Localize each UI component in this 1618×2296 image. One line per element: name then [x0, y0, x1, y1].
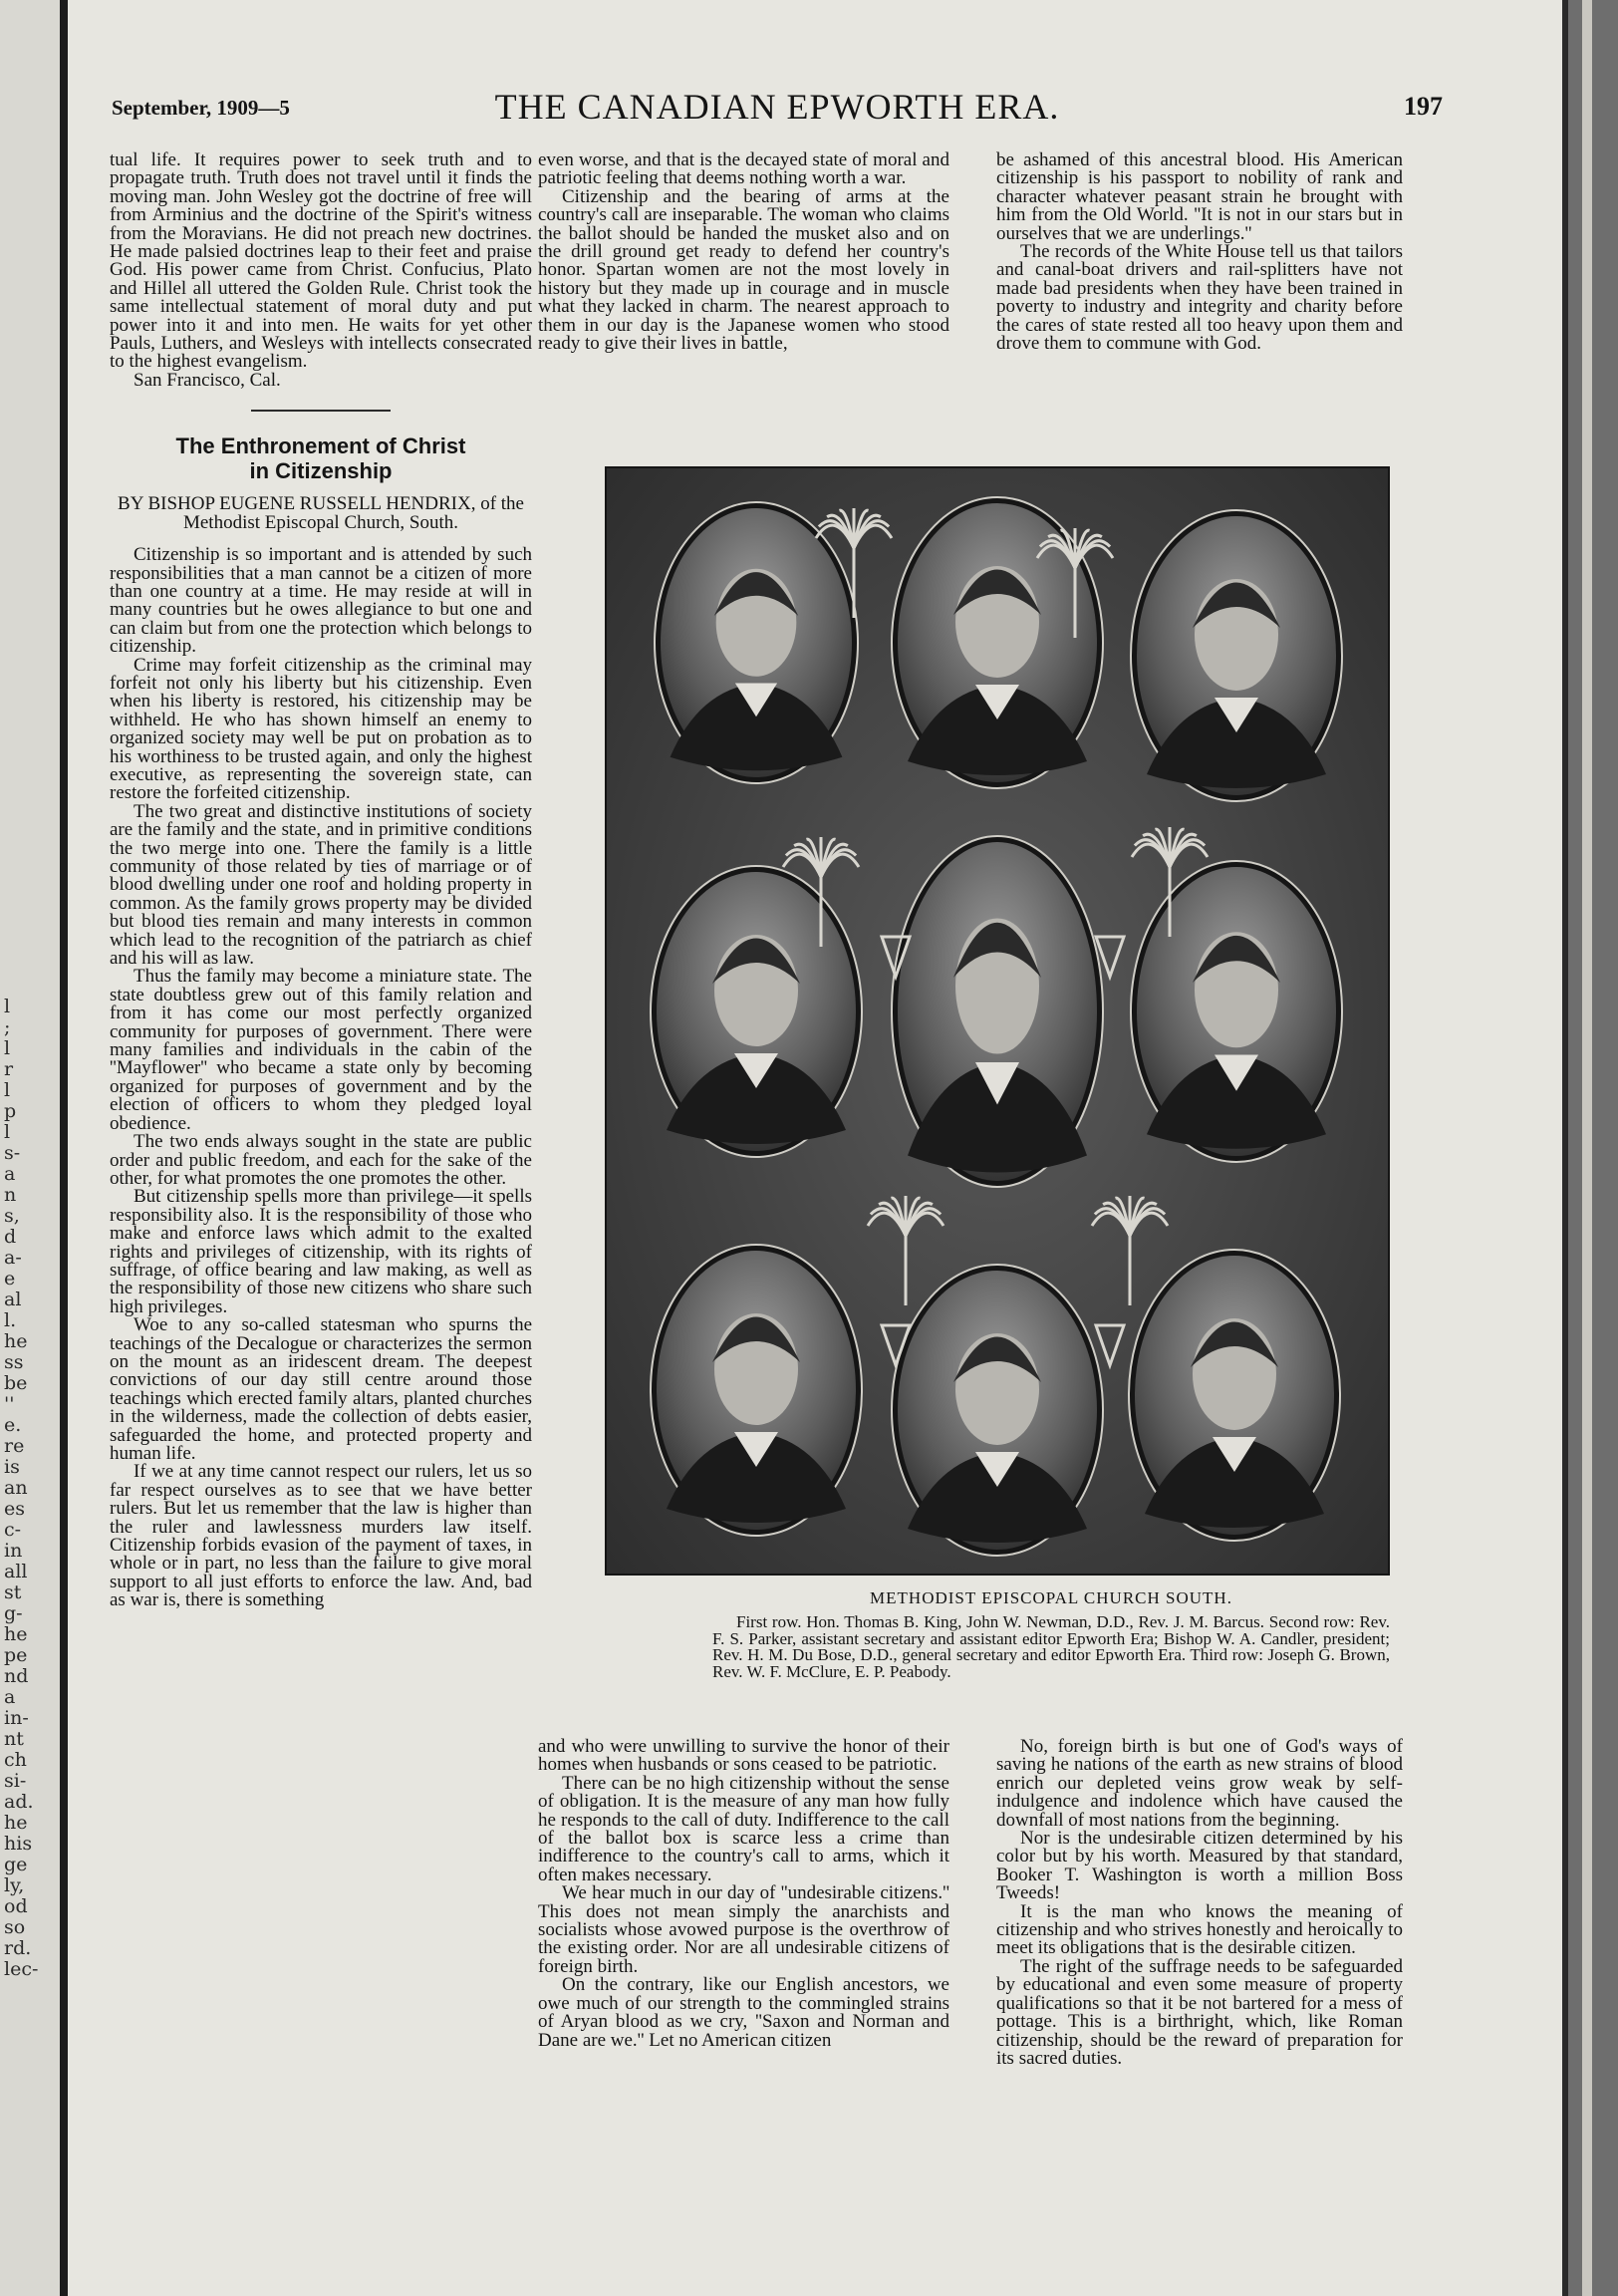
- column-5: [996, 1738, 1403, 2068]
- plate-caption: [712, 1590, 1390, 1680]
- col5-paragraph: It is the man who knows the meaning of citizenship and who strives honestly and heroically to meet its obligations that is the desirable citizen.: [996, 1900, 1403, 1959]
- place-line: San Francisco, Cal.: [134, 369, 281, 391]
- col4-paragraph: There can be no high citizenship without the sense of obligation. It is the measure of any man how fully he responds to the call of duty. Indifference to the call of the ballot box is scarce less a crime than indifference to the country's call to arms, which it often makes necessary.: [538, 1772, 949, 1885]
- article-title-line: in Citizenship: [249, 458, 393, 484]
- col4-paragraph: and who were unwilling to survive the honor of their homes when husbands or sons ceased to be patriotic.: [538, 1736, 949, 1776]
- article-paragraph: Citizenship is so important and is attended by such responsibilities that a man cannot be a citizen of more than one country at a time. He may reside at will in many countries but he owes allegiance to but one and can claim but from one the protection which belongs to citizenship.: [110, 544, 532, 658]
- book-edge: [1562, 0, 1618, 2296]
- header-date: September, 1909—5: [112, 96, 290, 120]
- article-title-line: The Enthronement of Christ: [175, 433, 466, 459]
- article-byline: BY BISHOP EUGENE RUSSELL HENDRIX, of the Methodist Episcopal Church, South.: [118, 493, 524, 533]
- column-4: [538, 1738, 949, 2050]
- col5-paragraph: The right of the suffrage needs to be safeguarded by educational and even some measure of property qualifications so that it be not bartered for a mess of pottage. This is a birthright, which, like Roman citizenship, should be the reward of preparation for its sacred duties.: [996, 1955, 1403, 2069]
- article-paragraph: The two great and distinctive institutions of society are the family and the state, and in primitive conditions the two merge into one. There the family is a little community of those related by ties of marriage or of blood dwelling under one roof and holding property in common. As the family grows property may be divided but blood ties remain and many interests in common which lead to the recognition of the patriarch as chief and his will as law.: [110, 800, 532, 970]
- col2-paragraph: even worse, and that is the decayed state of moral and patriotic feeling that deems nothing worth a war.: [538, 149, 949, 189]
- margin-fragments: l ; l r l p l s- a n s, d a- e al l. he ss be '' e. re is an es c- in all st g- he pe nd a in- nt ch si- ad. he his ge ly, od so rd. lec-: [4, 996, 39, 1980]
- page-number: 197: [1404, 92, 1443, 121]
- caption-body: First row. Hon. Thomas B. King, John W. Newman, D.D., Rev. J. M. Barcus. Second row: Rev. F. S. Parker, assistant secretary and assistant editor Epworth Era; Bishop W. A. Candler, president; Rev. H. M. Du Bose, D.D., general secretary and editor Epworth Era. Third row: Joseph G. Brown, Rev. W. F. McClure, E. P. Peabody.: [712, 1612, 1390, 1681]
- col4-paragraph: We hear much in our day of ''undesirable citizens.'' This does not mean simply the anarchists and socialists whose avowed purpose is the overthrow of the existing order. Nor are all undesirable citizens of foreign birth.: [538, 1882, 949, 1977]
- col5-paragraph: No, foreign birth is but one of God's ways of saving he nations of the earth as new strains of blood enrich our depleted veins grow weak by self-indulgence and indolence which have caused the downfall of most nations from the beginning.: [996, 1736, 1403, 1831]
- article-title: [110, 433, 532, 483]
- col3-paragraph: be ashamed of this ancestral blood. His American citizenship is his passport to nobility of rank and character whatever peasant strain he brought with him from the Old World. ''It is not in our stars but in ourselves that we are underlings.'': [996, 149, 1403, 244]
- article-paragraph: But citizenship spells more than privilege—it spells responsibility also. It is the responsibility of those who make and enforce laws which admit to the exalted rights and privileges of citizenship, with its rights of suffrage, of office bearing and law making, as well as the responsibility of those new citizens who share such high privileges.: [110, 1186, 532, 1317]
- article-paragraph: The two ends always sought in the state are public order and public freedom, and each for the sake of the other, for what promotes the one promotes the other.: [110, 1131, 532, 1189]
- section-rule: [251, 410, 391, 412]
- col2-paragraph: Citizenship and the bearing of arms at the country's call are inseparable. The woman who claims the ballot should be handed the musket also and on the drill ground get ready to defend her country's honor. Spartan women are not the most lovely in history but they made up in courage and in muscle what they lacked in charm. The nearest approach to them in our day is the Japanese women who stood ready to give their lives in battle,: [538, 185, 949, 355]
- header-title: THE CANADIAN EPWORTH ERA.: [494, 87, 1060, 127]
- col1-paragraph: tual life. It requires power to seek truth and to propagate truth. Truth does not travel until it finds the moving man. John Wesley got the doctrine of free will from Arminius and the doctrine of the Spirit's witness from the Moravians. He did not preach new doctrines. He made palsied doctrines leap to their feet and praise God. His power came from Christ. Confucius, Plato and Hillel all uttered the Golden Rule. Christ took the same intellectual statement of moral duty and put power into it and into men. He waits for yet other Pauls, Luthers, and Wesleys with intellects consecrated to the highest evangelism.: [110, 149, 532, 373]
- article-paragraph: Woe to any so-called statesman who spurns the teachings of the Decalogue or characterizes the sermon on the mount as an iridescent dream. The deepest convictions of our day still centre around those teachings which erected family altars, planted churches in the wilderness, made the collection of debts easier, safeguarded the home, and protected property and human life.: [110, 1314, 532, 1464]
- running-header: [112, 87, 1443, 130]
- col3-paragraph: The records of the White House tell us that tailors and canal-boat drivers and rail-splitters have not made bad presidents when they have been trained in poverty to industry and integrity and charity before the cares of state rested all too heavy upon them and drove them to commune with God.: [996, 241, 1403, 355]
- gutter-rule: [60, 0, 68, 2296]
- col4-paragraph: On the contrary, like our English ancestors, we owe much of our strength to the commingled strains of Aryan blood as we cry, ''Saxon and Norman and Dane are we.'' Let no American citizen: [538, 1974, 949, 2051]
- caption-title: METHODIST EPISCOPAL CHURCH SOUTH.: [870, 1588, 1232, 1607]
- col5-paragraph: Nor is the undesirable citizen determined by his color but by his worth. Measured by that standard, Booker T. Washington is worth a million Boss Tweeds!: [996, 1828, 1403, 1904]
- column-1: [110, 151, 532, 1610]
- column-3-top: [996, 151, 1403, 353]
- portrait-ovals: [651, 497, 1342, 1556]
- portrait-plate: [605, 466, 1390, 1576]
- article-paragraph: Thus the family may become a miniature state. The state doubtless grew out of this family relation and from it has come our most perfectly organized community for purposes of government. There were many families and individuals in the cabin of the ''Mayflower'' who became a state only by becoming organized for purposes of government and by the election of officers to whom they pledged loyal obedience.: [110, 966, 532, 1134]
- column-2-top: [538, 151, 949, 353]
- article-paragraph: If we at any time cannot respect our rulers, let us so far respect ourselves as to see that we have better rulers. But let us remember that the law is higher than the ruler and lawlessness murders law itself. Citizenship forbids evasion of the payment of taxes, in whole or in part, no less than the failure to give moral support to all just efforts to enforce the law. And, bad as war is, there is something: [110, 1461, 532, 1611]
- article-paragraph: Crime may forfeit citizenship as the criminal may forfeit not only his liberty but his citizenship. Even when his liberty is restored, his citizenship may be withheld. He who has shown himself an enemy to organized society may well be put on probation as to his worthiness to be trusted again, and only the highest executive, as representing the sovereign state, can restore the forfeited citizenship.: [110, 654, 532, 804]
- portrait-plate-art: [607, 468, 1388, 1574]
- adjacent-page-edge: [0, 0, 62, 2296]
